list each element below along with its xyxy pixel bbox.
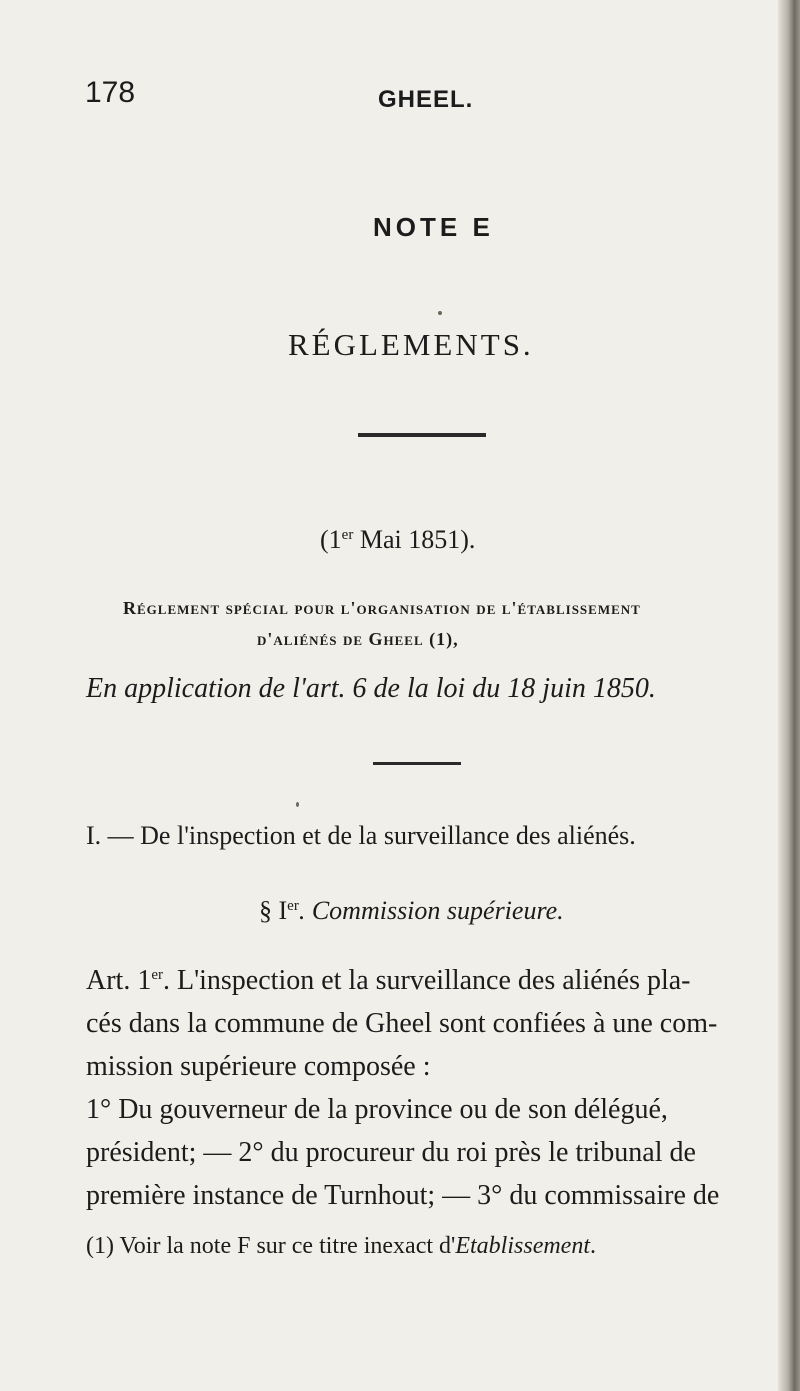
decree-heading-line-2: d'aliénés de Gheel (1), — [257, 629, 459, 649]
date-sup: er — [341, 527, 354, 543]
footnote-prefix: (1) Voir la note F sur ce titre inexact d' — [86, 1233, 456, 1259]
running-head: GHEEL. — [378, 86, 474, 113]
paragraph-sup: er — [287, 898, 299, 914]
divider-rule — [358, 433, 486, 437]
application-line: En application de l'art. 6 de la loi du 18 juin 1850. — [86, 673, 656, 704]
date-day: (1 — [320, 525, 342, 554]
ink-speck — [438, 311, 442, 315]
footnote-suffix: . — [590, 1233, 596, 1259]
article-sup: er — [151, 967, 163, 983]
body-line: 1° Du gouverneur de la province ou de son délégué, — [86, 1094, 668, 1125]
body-line-1-rest: . L'inspection et la surveillance des aliénés pla- — [162, 965, 691, 996]
footnote — [86, 1233, 596, 1260]
note-title: NOTE E — [373, 212, 494, 242]
paragraph-heading — [259, 896, 564, 926]
body-line: cés dans la commune de Gheel sont confiées à une com- — [86, 1008, 718, 1039]
paragraph-symbol: § I — [259, 896, 288, 925]
part-heading: I. — De l'inspection et de la surveillance des aliénés. — [86, 821, 636, 850]
body-line: mission supérieure composée : — [86, 1051, 431, 1082]
body-line: président; — 2° du procureur du roi près le tribunal de — [86, 1137, 696, 1168]
divider-rule-short — [373, 762, 461, 765]
article-prefix: Art. 1 — [86, 965, 152, 996]
body-line: première instance de Turnhout; — 3° du commissaire de — [86, 1180, 720, 1211]
body-line — [86, 965, 691, 997]
decree-heading-line-1: Réglement spécial pour l'organisation de l'établissement — [123, 598, 641, 618]
page-number: 178 — [85, 76, 136, 109]
page-edge-shadow — [778, 0, 800, 1391]
footnote-italic: Etablissement — [455, 1233, 590, 1259]
paragraph-title: . Commission supérieure. — [298, 896, 564, 925]
section-title: RÉGLEMENTS. — [288, 327, 534, 362]
date-rest: Mai 1851). — [353, 525, 476, 554]
ink-speck — [296, 802, 299, 807]
decree-date — [320, 525, 475, 555]
